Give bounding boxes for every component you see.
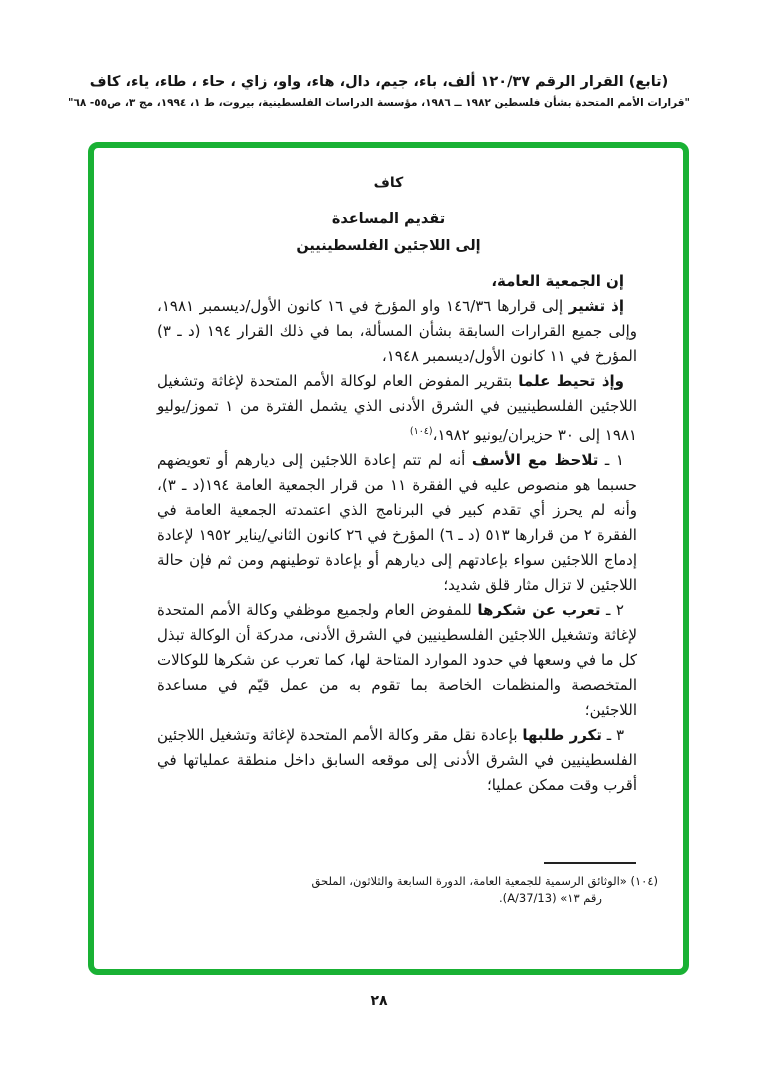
highlight-annotation-box: [88, 142, 689, 975]
resolution-title-line2: إلى اللاجئين الفلسطينيين: [296, 238, 481, 254]
page-number: ٢٨: [370, 993, 388, 1009]
page-header: [0, 74, 758, 109]
footnote-text-line2: رقم ١٣» (A/37/13).: [499, 891, 602, 905]
paragraph-text: أنه لم تتم إعادة اللاجئين إلى ديارهم أو تعويضهم حسبما هو منصوص عليه في الفقرة ١١ من قرار الجمعية العامة ١٩٤(د ـ ٣)، وأنه لم يحرز أي تقدم كبير في البرنامج الذي اعتمدته الجمعية العامة في الفقرة ٢ من قرارها ٥١٣ (د ـ ٦) المؤرخ في ٢٦ كانون الثاني/يناير ١٩٥٢ لإعادة إدماج اللاجئين سواء بإعادتهم إلى ديارهم أو بإعادة توطينهم ومن ثم فإن حالة اللاجئين لا تزال مثار قلق شديد؛: [157, 451, 637, 594]
footnote-marker: (١٠٤): [630, 874, 658, 888]
source-citation: "قرارات الأمم المتحدة بشأن فلسطين ١٩٨٢ ــ ١٩٨٦، مؤسسة الدراسات الفلسطينية، بيروت، ط ١، ١٩٩٤، مج ٣، ص٥٥- ٦٨": [67, 97, 691, 109]
resolution-body: [94, 148, 683, 969]
footnote-block: [298, 862, 658, 907]
paragraph-lead: إذ تشير: [568, 297, 624, 315]
resolution-title-line1: تقديم المساعدة: [331, 211, 446, 227]
resolution-title: [94, 206, 683, 260]
preamble-paragraph-1: [157, 294, 637, 369]
text-column: [157, 269, 637, 798]
resolution-continuation-title: (تابع) القرار الرقم ١٢٠/٣٧ ألف، باء، جيم، دال، هاء، واو، زاي ، حاء ، طاء، ياء، كاف: [89, 74, 669, 90]
paragraph-text: إلى قرارها ١٤٦/٣٦ واو المؤرخ في ١٦ كانون الأول/ديسمبر ١٩٨١، وإلى جميع القرارات السابقة بشأن المسألة، بما في ذلك القرار ١٩٤ (د ـ ٣) المؤرخ في ١١ كانون الأول/ديسمبر ١٩٤٨،: [157, 297, 637, 365]
footnote-reference: (١٠٤): [409, 426, 433, 437]
paragraph-text: بإعادة نقل مقر وكالة الأمم المتحدة لإغاثة وتشغيل اللاجئين الفلسطينيين في الشرق الأدنى إلى موقعه السابق داخل منطقة عملياتها في أقرب وقت ممكن عمليا؛: [157, 726, 637, 794]
paragraph-lead: تلاحظ مع الأسف: [471, 451, 599, 469]
operative-paragraph-3: [157, 723, 637, 798]
section-letter: كاف: [373, 175, 404, 191]
paragraph-text: للمفوض العام ولجميع موظفي وكالة الأمم المتحدة لإغاثة وتشغيل اللاجئين الفلسطينيين في الشرق الأدنى، مدركة أن الوكالة تبذل كل ما في وسعها في حدود الموارد المتاحة لها، كما تعرب عن شكرها للوكالات المتخصصة والمنظمات الخاصة بما تقوم به من عمل قيّم في مساعدة اللاجئين؛: [157, 601, 637, 719]
paragraph-number: ١ ـ: [604, 451, 624, 469]
paragraph-lead: وإذ تحيط علما: [518, 372, 624, 390]
footnote-text-line1: [298, 873, 658, 890]
paragraph-lead: تعرب عن شكرها: [477, 601, 601, 619]
paragraph-number: ٢ ـ: [605, 601, 624, 619]
paragraph-lead: تكرر طلبها: [522, 726, 602, 744]
operative-paragraph-1: [157, 448, 637, 598]
operative-paragraph-2: [157, 598, 637, 723]
footnote-separator: [544, 862, 636, 864]
paragraph-number: ٣ ـ: [606, 726, 625, 744]
preamble-paragraph-2: [157, 369, 637, 448]
footnote-text: «الوثائق الرسمية للجمعية العامة، الدورة السابعة والثلاثون، الملحق: [311, 874, 627, 888]
preamble-intro: إن الجمعية العامة،: [491, 272, 624, 290]
paragraph-text: بتقرير المفوض العام لوكالة الأمم المتحدة لإغاثة وتشغيل اللاجئين الفلسطينيين في الشرق الأدنى الذي يشمل الفترة من ١ تموز/يوليو ١٩٨١ إلى ٣٠ حزيران/يونيو ١٩٨٢،: [157, 372, 637, 444]
